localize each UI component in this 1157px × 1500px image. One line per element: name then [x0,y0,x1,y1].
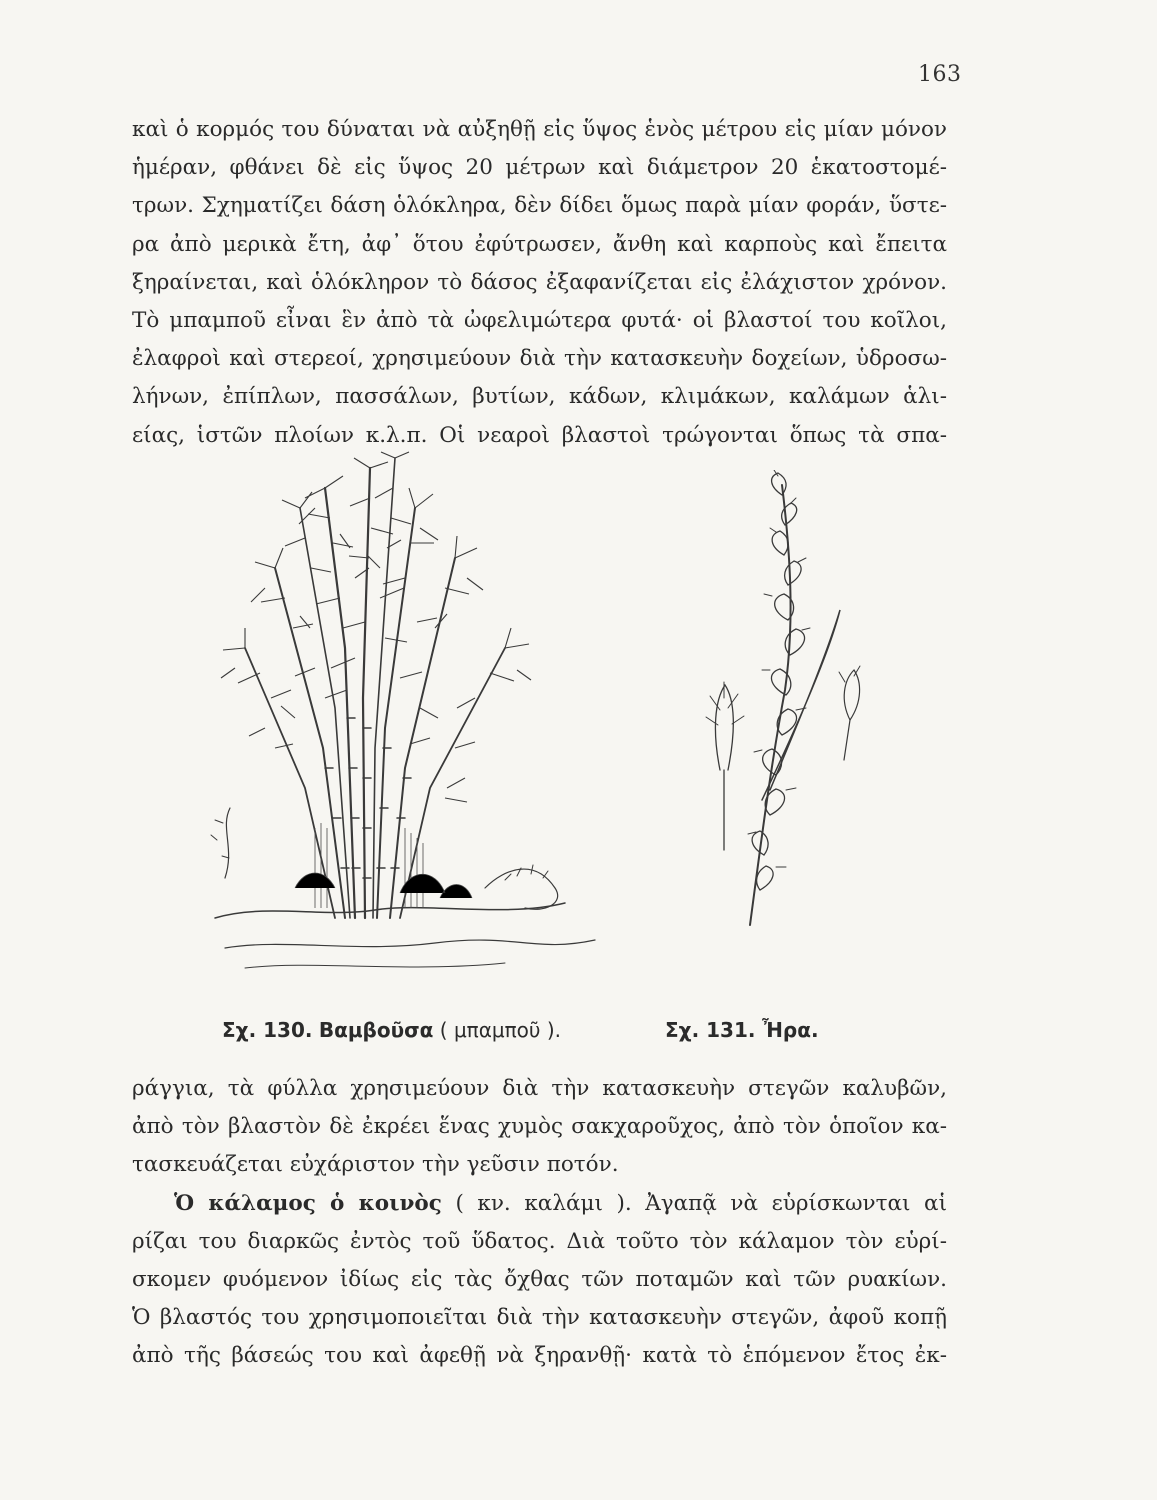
figure-130-caption [222,1018,561,1042]
text-line: ξηραίνεται, καὶ ὁλόκληρον τὸ δάσος ἐξαφανίζεται εἰς ἐλάχιστον χρόνον. [132,269,947,295]
bamboo-illustration [205,448,605,993]
darnel-grass-illustration [690,470,880,930]
page-number: 163 [918,62,962,87]
text-line: ἐλαφροὶ καὶ στερεοί, χρησιμεύουν διὰ τὴν κατασκευὴν δοχείων, ὑδροσω- [132,346,947,372]
heading-line-rest: ( κν. καλάμι ). Ἀγαπᾷ νὰ εὑρίσκωνται αἱ [441,1190,947,1216]
text-line: Ὁ βλαστός του χρησιμοποιεῖται διὰ τὴν κατασκευὴν στεγῶν, ἀφοῦ κοπῇ [132,1305,947,1331]
section-heading: Ὁ κάλαμος ὁ κοινὸς [174,1190,442,1216]
text-line: είας, ἱστῶν πλοίων κ.λ.π. Οἱ νεαροὶ βλαστοὶ τρώγονται ὅπως τὰ σπα- [132,422,947,448]
figure-130-title: Βαμβοῦσα [318,1018,434,1042]
text-line: τασκευάζεται εὐχάριστον τὴν γεῦσιν ποτόν. [132,1152,619,1178]
figure-130-subtitle: ( μπαμποῦ ). [439,1018,561,1042]
text-line: ἡμέραν, φθάνει δὲ εἰς ὕψος 20 μέτρων καὶ διάμετρον 20 ἑκατοστομέ- [132,155,947,181]
text-line: καὶ ὁ κορμός του δύναται νὰ αὐξηθῇ εἰς ὕψος ἑνὸς μέτρου εἰς μίαν μόνον [132,117,947,142]
text-line: ρα ἀπὸ μερικὰ ἔτη, ἀφ᾽ ὅτου ἐφύτρωσεν, ἄνθη καὶ καρποὺς καὶ ἔπειτα [132,231,947,257]
text-line: λήνων, ἐπίπλων, πασσάλων, βυτίων, κάδων, κλιμάκων, καλάμων ἁλι- [132,384,947,410]
bottom-paragraph [132,1070,947,1376]
text-line [132,1185,947,1223]
text-line: τρων. Σχηματίζει δάση ὁλόκληρα, δὲν δίδει ὅμως παρὰ μίαν φοράν, ὕστε- [132,193,947,219]
text-line: ρίζαι του διαρκῶς ἐντὸς τοῦ ὕδατος. Διὰ τοῦτο τὸν κάλαμον τὸν εὑρί- [132,1228,947,1254]
top-paragraph [132,111,947,455]
figure-130-number: Σχ. 130. [222,1018,313,1042]
text-line: ἀπὸ τὸν βλαστὸν δὲ ἐκρέει ἕνας χυμὸς σακχαροῦχος, ἀπὸ τὸν ὁποῖον κα- [132,1114,947,1140]
text-line: ράγγια, τὰ φύλλα χρησιμεύουν διὰ τὴν κατασκευὴν στεγῶν καλυβῶν, [132,1076,947,1101]
figure-131-number: Σχ. 131. [665,1018,756,1042]
text-line: σκομεν φυόμενον ἰδίως εἰς τὰς ὄχθας τῶν ποταμῶν καὶ τῶν ρυακίων. [132,1267,947,1293]
figure-131-title: Ἦρα. [761,1018,819,1042]
text-line: ἀπὸ τῆς βάσεώς του καὶ ἀφεθῇ νὰ ξηρανθῇ· κατὰ τὸ ἑπόμενον ἔτος ἐκ- [132,1343,947,1369]
figure-131-caption [665,1018,819,1042]
text-line: Τὸ μπαμποῦ εἶναι ἓν ἀπὸ τὰ ὠφελιμώτερα φυτά· οἱ βλαστοί του κοῖλοι, [132,308,947,334]
